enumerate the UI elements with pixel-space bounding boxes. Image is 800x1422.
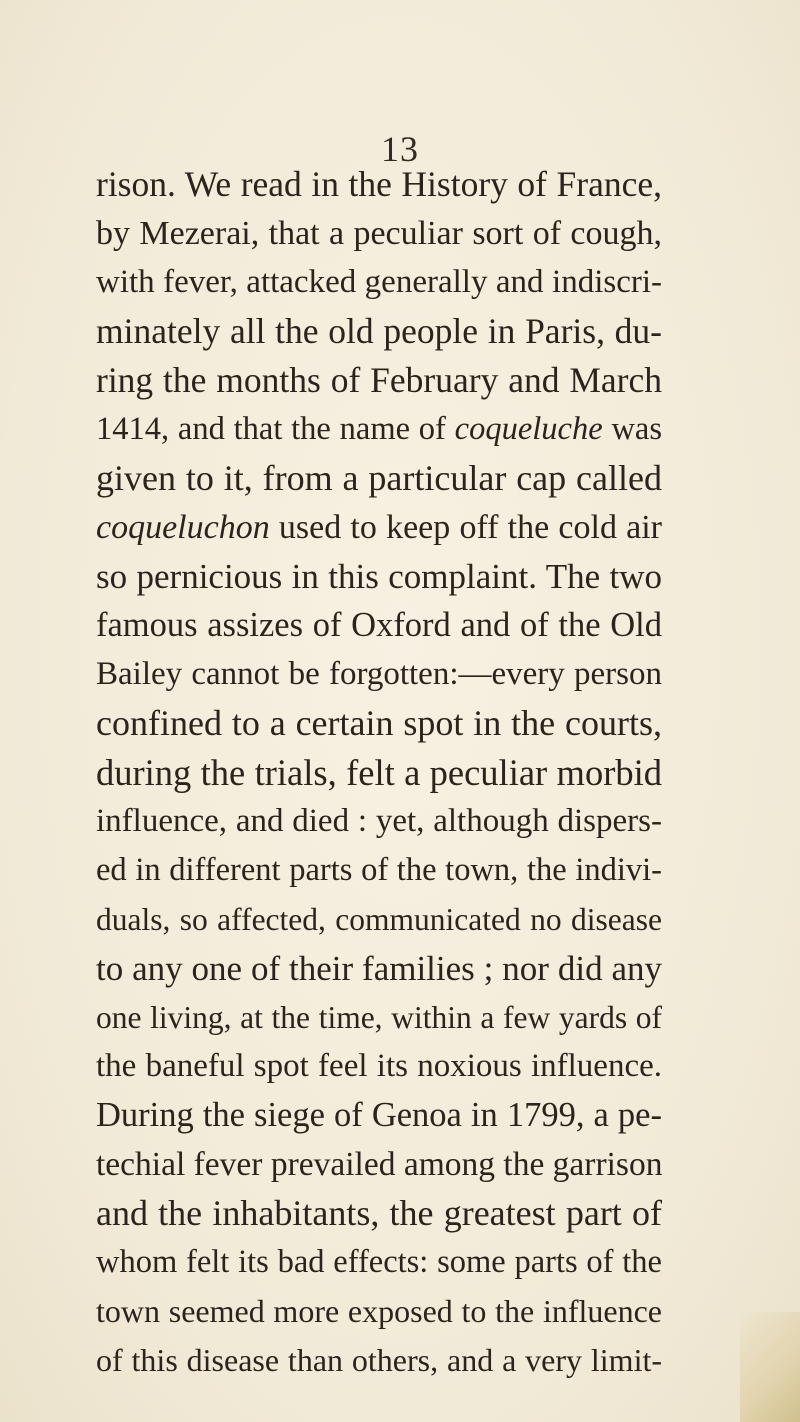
text-line — [96, 1140, 662, 1189]
text-line — [96, 552, 662, 601]
text-span: famous assizes of Oxford and of the Old — [96, 606, 662, 644]
text-span: duals, so affected, communicated no disease — [96, 902, 662, 937]
text-line — [96, 748, 662, 797]
text-span: confined to a certain spot in the courts, — [96, 703, 662, 743]
italic-text: coqueluche — [454, 411, 603, 447]
text-line — [96, 1238, 662, 1287]
text-line — [96, 944, 662, 993]
text-line — [96, 797, 662, 846]
text-span: ring the months of February and March — [96, 360, 662, 400]
text-span: of this disease than others, and a very limit- — [96, 1342, 662, 1378]
text-line — [96, 160, 662, 209]
text-line — [96, 846, 662, 895]
text-span: by Mezerai, that a peculiar sort of cough, — [96, 215, 662, 252]
paper-stain — [740, 1312, 800, 1422]
text-span: used to keep off the cold air — [269, 509, 662, 546]
text-line — [96, 699, 662, 748]
text-span: was — [602, 411, 662, 447]
text-span: Bailey cannot be forgotten:—every person — [96, 656, 662, 692]
text-span: minately all the old people in Paris, du- — [96, 311, 662, 351]
page-number: 13 — [381, 129, 419, 169]
text-span: during the trials, felt a peculiar morbid — [96, 752, 662, 793]
text-line — [96, 1042, 662, 1091]
italic-text: coqueluchon — [96, 509, 270, 546]
text-span: to any one of their families ; nor did any — [96, 949, 662, 988]
text-span: 1414, and that the name of — [96, 411, 455, 447]
text-span: whom felt its bad effects: some parts of the — [96, 1244, 662, 1280]
text-span: and the inhabitants, the greatest part of — [96, 1193, 662, 1233]
text-line — [96, 209, 662, 258]
text-span: ed in different parts of the town, the indivi- — [96, 852, 662, 888]
text-line — [96, 503, 662, 552]
text-line — [96, 454, 662, 503]
text-span: rison. We read in the History of France, — [96, 164, 662, 204]
text-line — [96, 405, 662, 454]
text-line — [96, 895, 662, 944]
text-line — [96, 307, 662, 356]
text-span: During the siege of Genoa in 1799, a pe- — [96, 1096, 662, 1134]
text-line — [96, 601, 662, 650]
text-line — [96, 993, 662, 1042]
text-span: one living, at the time, within a few yards of — [96, 1000, 662, 1035]
text-span: town seemed more exposed to the influence — [96, 1293, 662, 1329]
text-line — [96, 650, 662, 699]
text-line — [96, 258, 662, 307]
text-span: influence, and died : yet, although dispers- — [96, 803, 662, 839]
body-text — [96, 160, 662, 1385]
text-line — [96, 1336, 662, 1385]
text-span: techial fever prevailed among the garrison — [96, 1146, 663, 1183]
text-span: so pernicious in this complaint. The two — [96, 557, 662, 596]
text-span: the baneful spot feel its noxious influence. — [96, 1048, 662, 1084]
text-line — [96, 1287, 662, 1336]
text-line — [96, 356, 662, 405]
text-line — [96, 1091, 662, 1140]
text-span: given to it, from a particular cap called — [96, 458, 662, 498]
text-span: with fever, attacked generally and indiscri- — [96, 264, 662, 300]
text-line — [96, 1189, 662, 1238]
